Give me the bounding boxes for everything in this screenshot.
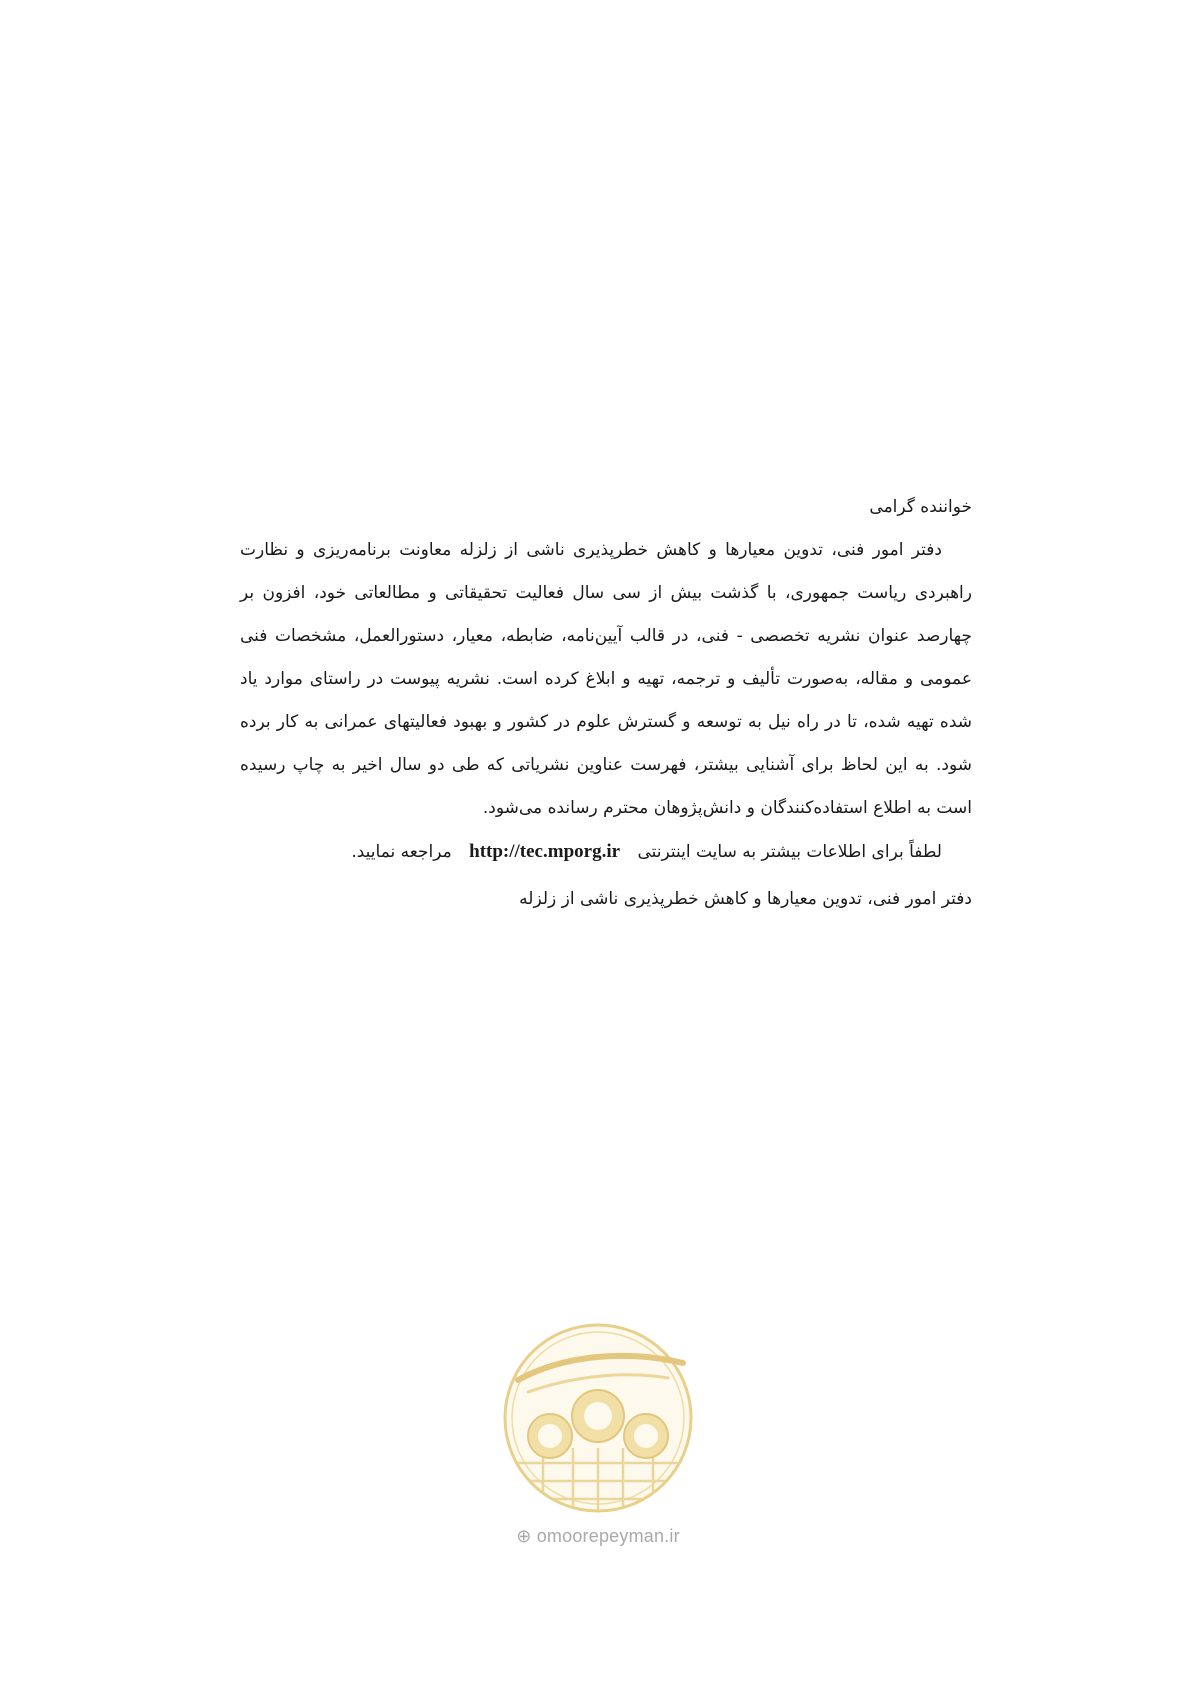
website-reference	[240, 830, 972, 874]
paragraph-line: دفتر امور فنی، تدوین معیارها و کاهش خطرپذیری ناشی از زلزله معاونت برنامه‌ریزی و نظارت	[240, 540, 942, 560]
refer-text-end: مراجعه نمایید.	[351, 842, 452, 862]
logo-caption	[487, 1526, 709, 1547]
signature: دفتر امور فنی، تدوین معیارها و کاهش خطرپذیری ناشی از زلزله	[519, 889, 972, 909]
globe-icon: ⊕	[516, 1526, 532, 1546]
body-paragraph	[240, 529, 972, 830]
watermark-logo	[487, 1318, 709, 1547]
paragraph-line: شود. به این لحاظ برای آشنایی بیشتر، فهرست عناوین نشریاتی که طی دو سال اخیر به چاپ رسیده	[240, 755, 972, 775]
paragraph-line: شده تهیه شده، تا در راه نیل به توسعه و گسترش علوم در کشور و بهبود فعالیتهای عمرانی به کار برده	[240, 712, 972, 732]
paragraph-line: عمومی و مقاله، به‌صورت تألیف و ترجمه، تهیه و ابلاغ کرده است. نشریه پیوست در راستای موارد یاد	[240, 669, 972, 689]
greeting: خواننده گرامی	[869, 497, 972, 517]
website-link[interactable]: http://tec.mporg.ir	[469, 841, 621, 862]
letter	[240, 486, 972, 921]
refer-text: لطفاً برای اطلاعات بیشتر به سایت اینترنتی	[637, 842, 942, 862]
paragraph-line: چهارصد عنوان نشریه تخصصی - فنی، در قالب آیین‌نامه، ضابطه، معیار، دستورالعمل، مشخصات فنی	[240, 626, 972, 646]
paragraph-line: راهبردی ریاست جمهوری، با گذشت بیش از سی سال فعالیت تحقیقاتی و مطالعاتی خود، افزون بر	[240, 583, 972, 603]
paragraph-line: است به اطلاع استفاده‌کنندگان و دانش‌پژوهان محترم رسانده می‌شود.	[482, 798, 972, 818]
logo-caption-text: omoorepeyman.ir	[536, 1526, 680, 1546]
omoorepeyman-emblem-icon	[498, 1318, 698, 1518]
